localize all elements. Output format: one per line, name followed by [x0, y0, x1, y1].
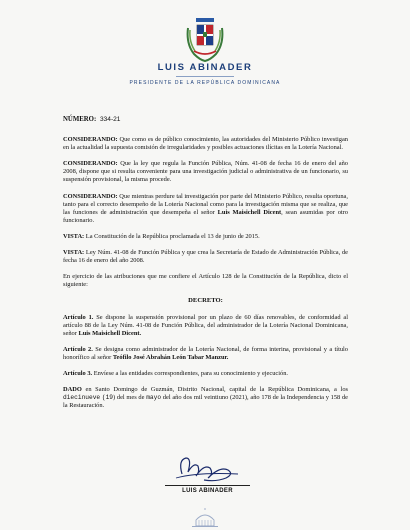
vista-label: VISTA: — [63, 232, 85, 240]
article-text: Se dispone la suspensión provisional por un plazo de 60 días renovables, de conformidad al artículo 88 de la Ley Núm. 41-08 de Función Pública, del administrador de la Lotería Nacional Dominicana, señor — [63, 313, 348, 337]
header-name: LUIS ABINADER — [157, 62, 253, 73]
dado-label: DADO — [63, 386, 82, 394]
dado-paragraph — [63, 386, 348, 410]
decree-number — [63, 116, 348, 124]
header-divider — [176, 76, 234, 77]
considerando-label: CONSIDERANDO: — [63, 160, 118, 168]
considerando-label: CONSIDERANDO: — [63, 136, 118, 144]
decree-body — [63, 116, 348, 418]
number-label: NÚMERO: — [63, 116, 97, 123]
article-2 — [63, 346, 348, 362]
considerando-3 — [63, 193, 348, 225]
decreto-title: DECRETO: — [188, 297, 223, 305]
considerando-text: Que mientras perdure tal investigación por parte del Ministerio Público, resulta oportuna, tanto para el correcto desempeño de la Lotería Nacional como para la investigación misma que se realiza, que las funciones de administración que desempeña el señor — [63, 192, 348, 216]
article-label: Artículo 1. — [63, 313, 94, 321]
vista-text: Ley Núm. 41-08 de Función Pública y que crea la Secretaría de Estado de Administración Pública, de fecha 16 de enero del año 2008. — [63, 249, 348, 265]
vista-text: La Constitución de la República proclamada el 13 de junio de 2015. — [84, 232, 260, 240]
day-number: (19 — [101, 394, 114, 402]
handwritten-signature — [168, 452, 248, 484]
official-name: Teófilo José Abrahán León Tabar Manzur. — [112, 353, 229, 361]
article-text: Se designa como administrador de la Lotería Nacional, de forma interina, provisional y a título honorífico al señor — [63, 345, 349, 361]
month: mayo — [146, 394, 162, 402]
vista-label: VISTA: — [63, 249, 85, 257]
considerando-tail: , sean asumidas por otro funcionario. — [63, 208, 348, 224]
article-3 — [63, 370, 348, 378]
official-name: Luis Maisichell Dicent — [217, 208, 282, 216]
header-subtitle: PRESIDENTE DE LA REPÚBLICA DOMINICANA — [129, 80, 281, 86]
signature-line — [165, 485, 250, 486]
considerando-text: Que la ley que regula la Función Pública, Núm. 41-08 de fecha 16 de enero del año 2008, dispone que si resulta conveniente para una investigación judicial o administrativa de un funcionario, su suspensión provisional, la misma procede. — [63, 160, 348, 184]
article-text: Envíese a las entidades correspondientes, para su conocimiento y ejecución. — [92, 369, 289, 377]
preamble: En ejercicio de las atribuciones que me confiere el Artículo 128 de la Constitución de la República, dicto el siguiente: — [63, 273, 348, 289]
considerando-2 — [63, 160, 348, 184]
vista-1 — [63, 233, 348, 241]
dado-text: ) del mes de — [113, 394, 147, 402]
dado-text: del año dos mil veintiuno (2021), año 178 de la Independencia y 158 de la Restauración. — [63, 394, 348, 410]
article-1 — [63, 314, 348, 338]
article-label: Artículo 3. — [63, 369, 93, 377]
considerando-1 — [63, 136, 348, 152]
palace-dome-icon — [190, 508, 220, 528]
number-value: 334-21 — [99, 116, 121, 123]
considerando-label: CONSIDERANDO: — [63, 192, 118, 200]
day-words: diecinueve — [63, 394, 101, 402]
vista-2 — [63, 249, 348, 265]
dado-text: en Santo Domingo de Guzmán, Distrito Nacional, capital de la República Dominicana, a los — [81, 386, 348, 394]
considerando-text: Que como es de público conocimiento, las autoridades del Ministerio Público investigan en la actualidad la supuesta comisión de irregularidades y posibles actuaciones ilícitas en la Lotería Nacional. — [63, 136, 348, 152]
article-label: Artículo 2. — [63, 345, 93, 353]
signature-name: LUIS ABINADER — [182, 488, 233, 494]
coat-of-arms-icon — [184, 14, 226, 62]
official-name: Luis Maisichell Dicent. — [78, 329, 142, 337]
